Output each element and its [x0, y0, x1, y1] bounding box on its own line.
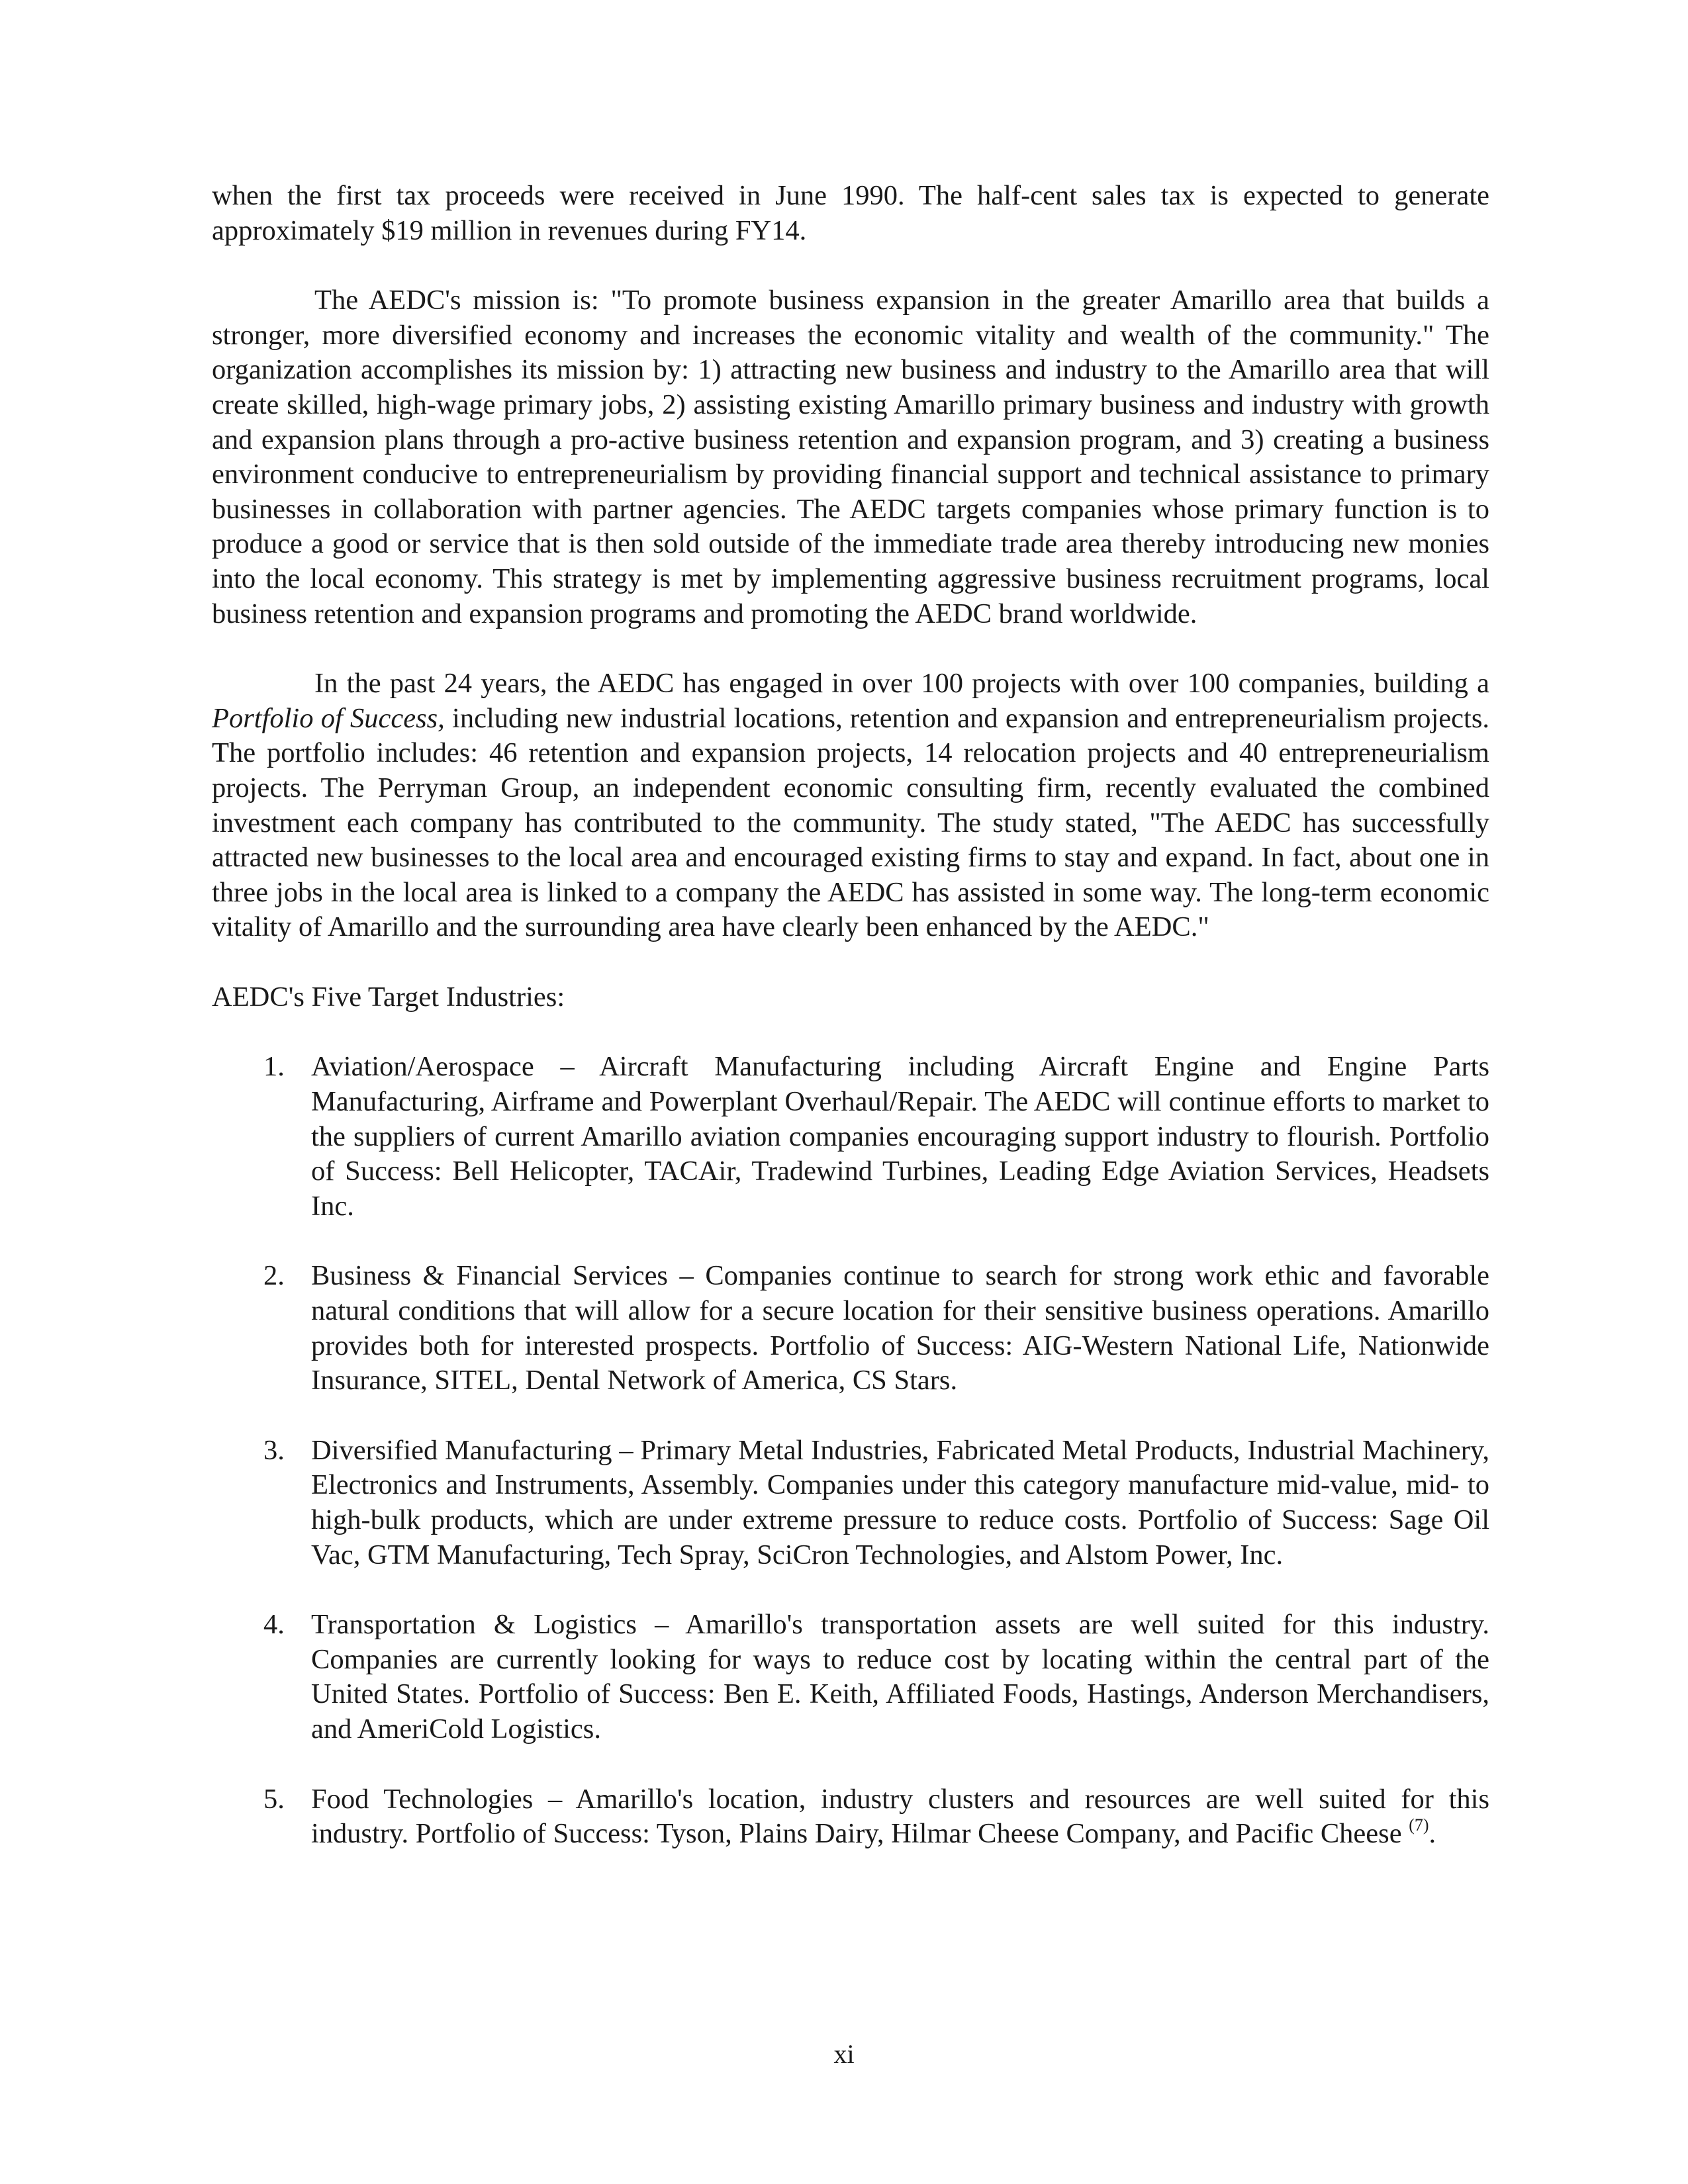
- portfolio-text-before: In the past 24 years, the AEDC has engaged in over 100 projects with over 100 companies, building a: [314, 668, 1489, 700]
- portfolio-text-after: including new industrial locations, retention and expansion and entrepreneurialism projects. The portfolio includes: 46 retention and expansion projects, 14 relocation projects and 40 entrepreneurialism projects. The Perryman Group, an independent economic consulting firm, recently evaluated the combined investment each company has contributed to the community. The study stated, "The AEDC has successfully attracted new businesses to the local area and encouraged existing firms to stay and expand. In fact, about one in three jobs in the local area is linked to a company the AEDC has assisted in some way. The long-term economic vitality of Amarillo and the surrounding area have clearly been enhanced by the AEDC.": [212, 702, 1489, 943]
- list-item-number: 4.: [263, 1609, 285, 1641]
- list-item-number: 2.: [263, 1260, 285, 1292]
- paragraph-portfolio: [212, 666, 1489, 945]
- document-page: [212, 179, 1489, 1887]
- list-item-text: Business & Financial Services – Companies continue to search for strong work ethic and favorable natural conditions that will allow for a secure location for their sensitive business operations. Amarillo provides both for interested prospects. Portfolio of Success: AIG-Western National Life, Nationwide Insurance, SITEL, Dental Network of America, CS Stars.: [311, 1260, 1489, 1396]
- list-item-text: Aviation/Aerospace – Aircraft Manufacturing including Aircraft Engine and Engine Parts Manufacturing, Airframe and Powerplant Overhaul/Repair. The AEDC will continue efforts to market to the suppliers of current Amarillo aviation companies encouraging support industry to flourish. Portfolio of Success: Bell Helicopter, TACAir, Tradewind Turbines, Leading Edge Aviation Services, Headsets Inc.: [311, 1051, 1489, 1222]
- list-item-diversified-manufacturing: [212, 1433, 1489, 1572]
- list-item-food-technologies: [212, 1782, 1489, 1852]
- list-item-text: Food Technologies – Amarillo's location, industry clusters and resources are well suited for this industry. Portfolio of Success: Tyson, Plains Dairy, Hilmar Cheese Company, and Pacific Cheese: [311, 1783, 1489, 1850]
- footnote-reference: (7): [1409, 1815, 1429, 1835]
- target-industries-list: [212, 1050, 1489, 1851]
- page-number: xi: [833, 2039, 855, 2069]
- list-item-transportation-logistics: [212, 1608, 1489, 1747]
- target-industries-heading: AEDC's Five Target Industries:: [212, 981, 565, 1013]
- list-item-number: 1.: [263, 1051, 285, 1083]
- list-item-number: 5.: [263, 1783, 285, 1815]
- portfolio-of-success-italic: Portfolio of Success,: [212, 702, 445, 734]
- list-item-aviation-aerospace: [212, 1050, 1489, 1224]
- list-item-business-financial: [212, 1259, 1489, 1398]
- paragraph-tax-proceeds: when the first tax proceeds were received in June 1990. The half-cent sales tax is expected to generate approximately $19 million in revenues during FY14.: [212, 180, 1489, 246]
- list-item-trailing-period: .: [1429, 1818, 1436, 1850]
- list-item-text: Transportation & Logistics – Amarillo's transportation assets are well suited for this industry. Companies are currently looking for ways to reduce cost by locating within the central part of the United States. Portfolio of Success: Ben E. Keith, Affiliated Foods, Hastings, Anderson Merchandisers, and AmeriCold Logistics.: [311, 1609, 1489, 1745]
- list-item-text: Diversified Manufacturing – Primary Metal Industries, Fabricated Metal Products, Industrial Machinery, Electronics and Instruments, Assembly. Companies under this category manufacture mid-value, mid- to high-bulk products, which are under extreme pressure to reduce costs. Portfolio of Success: Sage Oil Vac, GTM Manufacturing, Tech Spray, SciCron Technologies, and Alstom Power, Inc.: [311, 1434, 1489, 1570]
- list-item-number: 3.: [263, 1434, 285, 1466]
- paragraph-mission: The AEDC's mission is: "To promote business expansion in the greater Amarillo area that builds a stronger, more diversified economy and increases the economic vitality and wealth of the community." The organization accomplishes its mission by: 1) attracting new business and industry to the Amarillo area that will create skilled, high-wage primary jobs, 2) assisting existing Amarillo primary business and industry with growth and expansion plans through a pro-active business retention and expansion program, and 3) creating a business environment conducive to entrepreneurialism by providing financial support and technical assistance to primary businesses in collaboration with partner agencies. The AEDC targets companies whose primary function is to produce a good or service that is then sold outside of the immediate trade area thereby introducing new monies into the local economy. This strategy is met by implementing aggressive business recruitment programs, local business retention and expansion programs and promoting the AEDC brand worldwide.: [212, 285, 1489, 629]
